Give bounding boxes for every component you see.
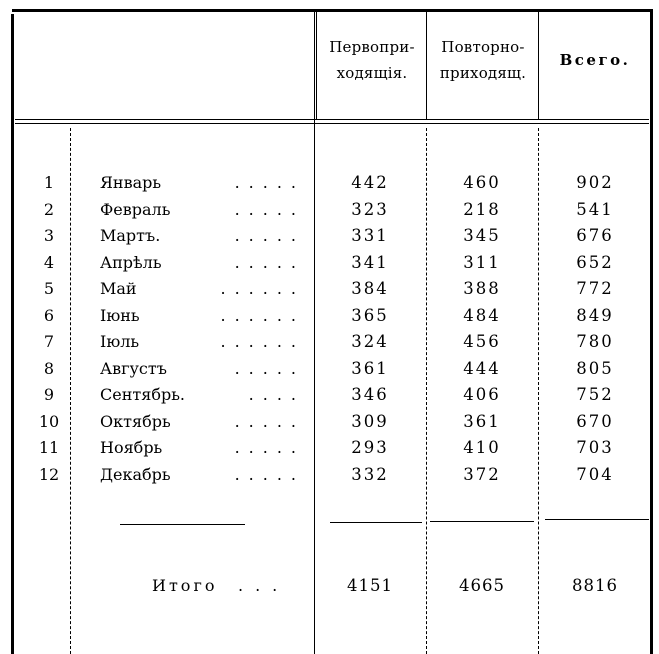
totals-first-visit: 4151 — [347, 576, 393, 595]
header-divider-top — [15, 119, 649, 120]
row-month: Августъ — [100, 358, 167, 378]
row-total: 805 — [576, 358, 614, 378]
row-repeat-visit: 361 — [463, 411, 501, 431]
row-number: 5 — [43, 279, 55, 298]
table-row — [0, 359, 659, 385]
row-month: Сентябрь. — [100, 385, 185, 404]
row-leader-dots: ..... — [234, 199, 305, 219]
row-total: 772 — [576, 279, 614, 298]
row-total: 541 — [576, 199, 614, 219]
row-repeat-visit: 456 — [463, 332, 501, 351]
row-total: 752 — [576, 385, 614, 404]
table-row — [0, 332, 659, 358]
table-row — [0, 438, 659, 464]
row-month: Іюль — [100, 332, 140, 351]
row-leader-dots: ...... — [220, 279, 305, 298]
row-number: 11 — [38, 438, 60, 457]
row-repeat-visit: 444 — [463, 358, 501, 378]
row-number: 10 — [38, 411, 60, 431]
header-total — [540, 47, 650, 73]
row-first-visit: 331 — [351, 226, 389, 245]
row-total: 902 — [576, 173, 614, 192]
table-row — [0, 226, 659, 252]
row-first-visit: 346 — [351, 385, 389, 404]
repeat-column-divider — [538, 12, 539, 120]
row-leader-dots: ...... — [220, 305, 305, 325]
totals-divider-repeat — [430, 521, 534, 522]
row-month: Февраль — [100, 199, 171, 219]
row-month: Ноябрь — [100, 438, 163, 457]
row-number: 4 — [43, 252, 55, 272]
row-first-visit: 442 — [351, 173, 389, 192]
row-month: Апрѣль — [100, 252, 162, 272]
table-row — [0, 279, 659, 305]
row-month: Іюнь — [100, 305, 140, 325]
table-row — [0, 465, 659, 491]
row-number: 2 — [43, 199, 55, 219]
row-first-visit: 293 — [351, 438, 389, 457]
row-leader-dots: ...... — [220, 332, 305, 351]
totals-leader-dots: ... — [238, 576, 290, 595]
table-row — [0, 173, 659, 199]
row-first-visit: 324 — [351, 332, 389, 351]
row-leader-dots: ..... — [234, 252, 305, 272]
row-repeat-visit: 345 — [463, 226, 501, 245]
totals-divider-total — [545, 519, 649, 520]
row-total: 704 — [576, 464, 614, 484]
row-leader-dots: .... — [248, 385, 305, 404]
header-first-visit-line2: ходящія. — [336, 64, 408, 82]
row-number: 9 — [43, 385, 55, 404]
header-repeat-visit-line1: Повторно- — [441, 38, 525, 56]
row-repeat-visit: 406 — [463, 385, 501, 404]
row-total: 652 — [576, 252, 614, 272]
table-row — [0, 385, 659, 411]
row-total: 703 — [576, 438, 614, 457]
totals-repeat-visit: 4665 — [459, 576, 505, 595]
totals-label: Итого — [152, 576, 218, 595]
row-number: 6 — [43, 305, 55, 325]
row-total: 849 — [576, 305, 614, 325]
row-repeat-visit: 460 — [463, 173, 501, 192]
totals-total: 8816 — [572, 576, 618, 595]
row-month: Октябрь — [100, 411, 171, 431]
header-repeat-visit — [428, 34, 538, 86]
header-repeat-visit-line2: приходящ. — [439, 64, 527, 82]
row-first-visit: 323 — [351, 199, 389, 219]
row-month: Декабрь — [100, 464, 171, 484]
row-leader-dots: ..... — [234, 464, 305, 484]
table-row — [0, 306, 659, 332]
label-column-divider-2 — [316, 10, 317, 120]
table-row — [0, 200, 659, 226]
totals-row — [0, 576, 659, 602]
row-leader-dots: ..... — [234, 438, 305, 457]
table-row — [0, 253, 659, 279]
row-number: 3 — [43, 226, 55, 245]
row-total: 780 — [576, 332, 614, 351]
row-month: Мартъ. — [100, 226, 161, 245]
row-first-visit: 332 — [351, 464, 389, 484]
header-first-visit-line1: Первопри- — [329, 38, 415, 56]
row-repeat-visit: 388 — [463, 279, 501, 298]
row-leader-dots: ..... — [234, 358, 305, 378]
row-repeat-visit: 311 — [463, 252, 501, 272]
row-month: Май — [100, 279, 137, 298]
row-first-visit: 309 — [351, 411, 389, 431]
row-repeat-visit: 372 — [463, 464, 501, 484]
totals-divider-first — [330, 522, 422, 523]
row-first-visit: 384 — [351, 279, 389, 298]
header-total-label: Всего. — [559, 51, 631, 69]
top-border — [12, 9, 653, 12]
row-leader-dots: ..... — [234, 226, 305, 245]
first-column-divider — [426, 12, 427, 120]
totals-divider-label — [120, 524, 245, 525]
row-first-visit: 361 — [351, 358, 389, 378]
header-divider-bottom — [15, 123, 649, 124]
row-number: 1 — [43, 173, 55, 192]
row-number: 12 — [38, 464, 60, 484]
row-repeat-visit: 484 — [463, 305, 501, 325]
row-repeat-visit: 218 — [463, 199, 501, 219]
row-leader-dots: ..... — [234, 411, 305, 431]
row-total: 670 — [576, 411, 614, 431]
row-number: 7 — [43, 332, 55, 351]
row-leader-dots: ..... — [234, 173, 305, 192]
row-first-visit: 365 — [351, 305, 389, 325]
row-month: Январь — [100, 173, 162, 192]
row-total: 676 — [576, 226, 614, 245]
row-repeat-visit: 410 — [463, 438, 501, 457]
header-first-visit — [318, 34, 426, 86]
row-first-visit: 341 — [351, 252, 389, 272]
table-row — [0, 412, 659, 438]
row-number: 8 — [43, 358, 55, 378]
